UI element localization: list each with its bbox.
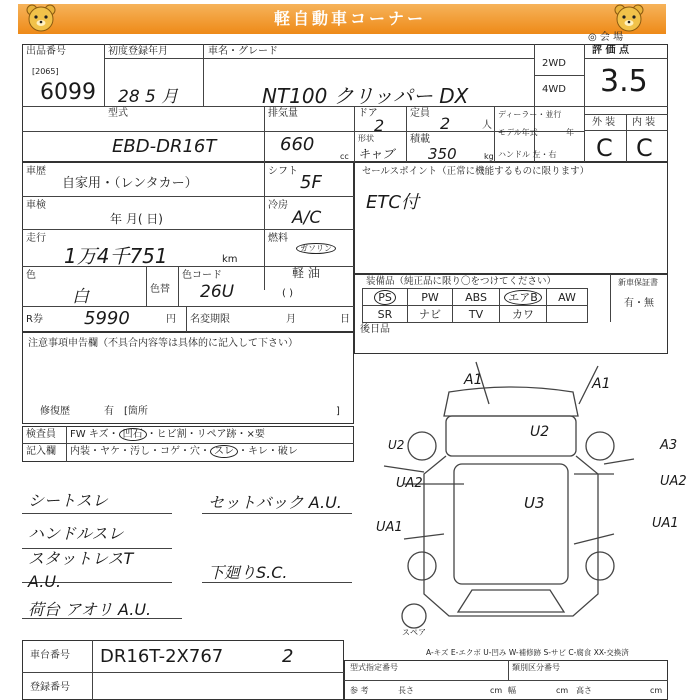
warranty-value: 有・無 — [624, 298, 654, 309]
load-label: 積載 — [410, 134, 430, 145]
inspector-label: 検査員 — [26, 429, 56, 440]
damage-label-a1-right: A1 — [592, 376, 611, 392]
inspection-value: 年 月( 日) — [110, 212, 163, 226]
rear-items-label: 後日品 — [360, 324, 390, 335]
equip-pw: PW — [408, 289, 453, 306]
lot-code: [2065] — [32, 67, 59, 76]
color-code-value: 26U — [200, 282, 235, 302]
handle-label: ハンドル 左・右 — [498, 150, 557, 159]
inspection-row-exterior: FW キズ・ 凹石 ・ヒビ割・リペア跡・×要 — [70, 429, 265, 440]
remark-left-5: 荷台 アオリ A.U. — [28, 600, 152, 619]
doors-value: 2 — [374, 116, 385, 135]
repair-place: [箇所 — [124, 406, 148, 417]
chassis-suffix: 2 — [282, 646, 294, 667]
repaint-label: 色替 — [150, 284, 170, 295]
displacement-value: 660 — [280, 134, 315, 155]
name-change-label: 名変期限 — [190, 314, 230, 325]
damage-label-ua2-right: UA2 — [660, 474, 687, 489]
name-change-month: 月 — [286, 314, 296, 325]
page-title: 軽自動車コーナー — [273, 9, 426, 28]
chassis-value: DR16T-2X767 — [100, 646, 224, 667]
equip-tv: TV — [453, 306, 500, 323]
usage-value: 自家用・（レンタカー） — [62, 176, 198, 191]
ac-label: 冷房 — [268, 200, 288, 211]
equip-ps: PS — [374, 290, 396, 305]
type-label: 型式 — [108, 108, 128, 119]
damage-label-a1-left: A1 — [464, 372, 483, 388]
spare-label: スペア — [402, 628, 426, 637]
damage-label-u2: U2 — [530, 424, 550, 440]
color-code-label: 色コード — [182, 270, 222, 281]
first-reg-label: 初度登録年月 — [108, 46, 168, 57]
remark-left-3: スタットレスT — [28, 549, 134, 568]
equipment-table — [362, 288, 588, 323]
equip-sr: SR — [363, 306, 408, 323]
capacity-label: 定員 — [410, 108, 430, 119]
mileage-value: 1万4千751 — [64, 244, 168, 268]
bear-logo-icon — [24, 2, 58, 36]
shift-value: 5F — [300, 172, 322, 193]
model-year-label: モデル年式 — [498, 128, 538, 137]
exterior-label: 外 装 — [592, 117, 616, 128]
damage-label-a3: A3 — [660, 438, 678, 453]
dims-height: 高さ — [576, 686, 592, 695]
grade-value: 3.5 — [600, 64, 648, 99]
remark-left-2: ハンドルスレ — [28, 524, 124, 543]
grade-label: 評 価 点 — [592, 45, 629, 56]
remark-left-4: A.U. — [28, 572, 62, 591]
first-reg-value: 28 5 月 — [118, 87, 179, 107]
notes-label: 注意事項申告欄（不具合内容等は具体的に記入して下さい） — [28, 338, 298, 349]
dims-length-unit: cm — [490, 686, 503, 695]
inspection-row-interior: 内装・ヤケ・汚し・コゲ・穴・ スレ ・キレ・破レ — [70, 446, 298, 457]
doors-label: ドア — [358, 108, 378, 119]
remark-right-1: セットバック A.U. — [208, 493, 342, 512]
capacity-unit: 人 — [482, 120, 492, 131]
equip-abs: ABS — [453, 289, 500, 306]
repair-value: 有 — [104, 406, 114, 417]
damage-label-ua1-left: UA1 — [376, 520, 403, 535]
remark-left-1: シートスレ — [28, 491, 108, 510]
repair-close: ] — [336, 406, 340, 417]
remark-right-2: 下廻りS.C. — [208, 563, 288, 582]
load-value: 350 — [428, 145, 457, 163]
recycle-unit: 円 — [166, 314, 176, 325]
chassis-label: 車台番号 — [30, 650, 70, 661]
warranty-label: 新車保証書 — [618, 278, 658, 287]
remarks-block — [22, 476, 354, 626]
capacity-value: 2 — [440, 114, 451, 133]
lot-number: 6099 — [40, 80, 96, 105]
usage-label: 車歴 — [26, 166, 46, 177]
repair-label: 修復歴 — [40, 406, 70, 417]
color-label: 色 — [26, 270, 36, 281]
lot-label: 出品番号 — [26, 46, 66, 57]
dealer-label: ディーラー・並行 — [498, 110, 562, 119]
sales-point-value: ETC付 — [366, 192, 419, 213]
model-value: NT100 クリッパー DX — [262, 84, 469, 108]
fuel-other: ( ) — [282, 288, 293, 299]
shape-value: キャブ — [358, 147, 395, 161]
fuel-gasoline: ガソリン — [296, 243, 336, 254]
sales-point-block — [354, 162, 668, 274]
displacement-label: 排気量 — [268, 108, 298, 119]
recycle-label: R券 — [26, 314, 43, 325]
drive-4wd: 4WD — [542, 84, 566, 95]
bear-logo-icon — [612, 2, 646, 36]
interior-value: C — [636, 134, 653, 162]
color-value: 白 — [72, 287, 89, 307]
recycle-value: 5990 — [84, 308, 130, 329]
class-label: 類別区分番号 — [512, 663, 560, 672]
drive-2wd: 2WD — [542, 58, 566, 69]
type-value: EBD-DR16T — [112, 136, 217, 157]
equip-navi: ナビ — [408, 306, 453, 323]
load-unit: kg — [484, 152, 494, 161]
fuel-diesel: 軽 油 — [292, 266, 320, 280]
shape-label: 形状 — [358, 134, 374, 143]
dims-width: 幅 — [508, 686, 516, 695]
shift-label: シフト — [268, 166, 298, 177]
equip-aw: AW — [547, 289, 588, 306]
damage-label-u3: U3 — [524, 494, 545, 512]
car-damage-diagram — [354, 354, 668, 644]
mileage-label: 走行 — [26, 233, 46, 244]
exterior-value: C — [596, 134, 613, 162]
sales-point-label: セールスポイント（正常に機能するものに限ります） — [362, 166, 590, 177]
damage-label-ua1-right: UA1 — [652, 516, 679, 531]
mileage-unit: km — [222, 254, 238, 265]
ac-value: A/C — [292, 208, 322, 228]
year-unit: 年 — [566, 128, 574, 137]
dims-height-unit: cm — [650, 686, 663, 695]
equipment-label: 装備品（純正品に限り〇をつけてください） — [366, 276, 557, 287]
registration-label: 登録番号 — [30, 682, 70, 693]
equip-leather: カワ — [500, 306, 547, 323]
equip-blank — [547, 306, 588, 323]
model-label: 車名・グレード — [208, 46, 278, 57]
displacement-unit: cc — [340, 152, 349, 161]
name-change-day: 日 — [340, 314, 350, 325]
interior-label: 内 装 — [632, 117, 656, 128]
dims-ref: 参 考 — [350, 686, 369, 695]
damage-label-u2-left: U2 — [388, 438, 405, 452]
type-cert-label: 型式指定番号 — [350, 663, 398, 672]
dims-width-unit: cm — [556, 686, 569, 695]
venue-stamp: ◎ 会 場 — [588, 32, 624, 43]
damage-label-ua2-left: UA2 — [396, 476, 423, 491]
inspection-label: 車検 — [26, 200, 46, 211]
damage-legend: A-キズ E-エクボ U-凹み W-補修跡 S-サビ C-腐食 XX-交換済 — [426, 648, 629, 657]
inspector-entry-label: 記入欄 — [26, 446, 56, 457]
equip-airbag: エアB — [504, 290, 542, 305]
dims-length: 長さ — [398, 686, 414, 695]
fuel-label: 燃料 — [268, 233, 288, 244]
